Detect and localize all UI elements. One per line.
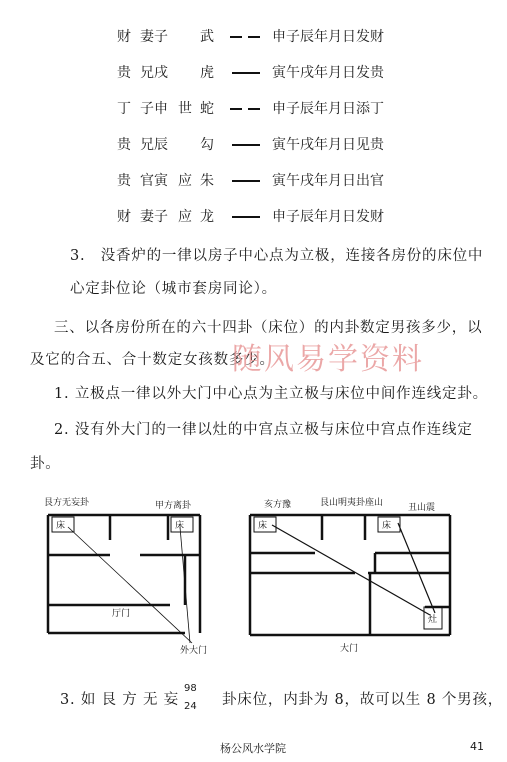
left-label-b: 甲方离卦 <box>155 501 192 511</box>
yao-relation: 兄戌 <box>140 65 168 81</box>
right-label-b: 艮山明夷卦座山 <box>320 498 384 508</box>
yao-category: 财 <box>117 209 131 225</box>
watermark: 随风易学资料 <box>232 342 424 377</box>
yao-note: 寅午戌年月日见贵 <box>272 137 384 153</box>
left-connect-line-2 <box>180 527 190 643</box>
yao-line <box>0 206 507 228</box>
right-stove: 灶 <box>428 615 438 625</box>
yao-relation: 兄辰 <box>140 137 168 153</box>
rule-1: 1. 立极点一律以外大门中心点为主立极与床位中间作连线定卦。 <box>54 386 488 402</box>
yao-relation: 妻子 <box>140 29 168 45</box>
yang-line <box>232 72 260 74</box>
yao-category: 贵 <box>117 65 131 81</box>
right-label-c: 丑山震 <box>408 503 436 513</box>
left-bed1: 床 <box>56 521 66 531</box>
yao-category: 丁 <box>117 101 131 117</box>
yao-line <box>0 134 507 156</box>
rule-2-line2: 卦。 <box>30 456 61 472</box>
paragraph-3-line2: 心定卦位论（城市套房同论）。 <box>70 281 277 297</box>
yin-line-segment <box>230 108 242 110</box>
example-bottom-number: 24 <box>184 701 197 712</box>
right-door: 大门 <box>340 644 359 654</box>
yao-note: 寅午戌年月日出官 <box>272 173 384 189</box>
example-top-number: 98 <box>184 683 197 694</box>
paragraph-3-line1: 3. 没香炉的一律以房子中心点为立极，连接各房份的床位中 <box>70 248 484 264</box>
yao-line <box>0 62 507 84</box>
yao-category: 贵 <box>117 173 131 189</box>
yao-marker: 应 <box>178 173 192 189</box>
yao-note: 申子辰年月日添丁 <box>272 101 384 117</box>
left-door: 外大门 <box>180 646 208 656</box>
footer-school: 杨公风水学院 <box>220 742 286 755</box>
yao-line <box>0 170 507 192</box>
right-label-a: 亥方豫 <box>264 500 292 510</box>
example-suffix: 卦床位，内卦为 8，故可以生 8 个男孩， <box>222 692 504 708</box>
yao-marker: 应 <box>178 209 192 225</box>
yao-category: 财 <box>117 29 131 45</box>
yao-category: 贵 <box>117 137 131 153</box>
right-bed2: 床 <box>382 521 392 531</box>
yang-line <box>232 144 260 146</box>
yao-note: 寅午戌年月日发贵 <box>272 65 384 81</box>
yao-line <box>0 26 507 48</box>
left-connect-line-1 <box>68 527 192 643</box>
left-hall: 厅门 <box>112 609 131 619</box>
yao-note: 申子辰年月日发财 <box>272 209 384 225</box>
footer-page-number: 41 <box>470 740 484 753</box>
right-connect-line-1 <box>272 525 430 615</box>
yang-line <box>232 180 260 182</box>
yao-line <box>0 98 507 120</box>
floor-plan-right <box>240 495 470 665</box>
yao-spirit: 朱 <box>200 173 214 189</box>
yao-spirit: 龙 <box>200 209 214 225</box>
rule-2-line1: 2. 没有外大门的一律以灶的中宫点立极与床位中宫点作连线定 <box>54 422 473 438</box>
section-3-line1: 三、以各房份所在的六十四卦（床位）的内卦数定男孩多少，以 <box>54 320 483 336</box>
yao-relation: 官寅 <box>140 173 168 189</box>
yin-line-segment <box>230 36 242 38</box>
floor-plan-left <box>40 495 245 675</box>
yao-relation: 子申 <box>140 101 168 117</box>
left-bed2: 床 <box>175 521 185 531</box>
yao-spirit: 虎 <box>200 65 214 81</box>
yao-spirit: 武 <box>200 29 214 45</box>
example-prefix: 3. 如 艮 方 无 妄 <box>60 692 179 708</box>
yin-line-segment <box>248 108 260 110</box>
yao-marker: 世 <box>178 101 192 117</box>
yin-line-segment <box>248 36 260 38</box>
yang-line <box>232 216 260 218</box>
right-bed1: 床 <box>258 521 268 531</box>
left-label-a: 艮方无妄卦 <box>44 498 90 508</box>
yao-relation: 妻子 <box>140 209 168 225</box>
yao-spirit: 勾 <box>200 137 214 153</box>
yao-spirit: 蛇 <box>200 101 214 117</box>
section-3-line2: 及它的合五、合十数定女孩数多少。 <box>30 352 275 368</box>
yao-note: 申子辰年月日发财 <box>272 29 384 45</box>
